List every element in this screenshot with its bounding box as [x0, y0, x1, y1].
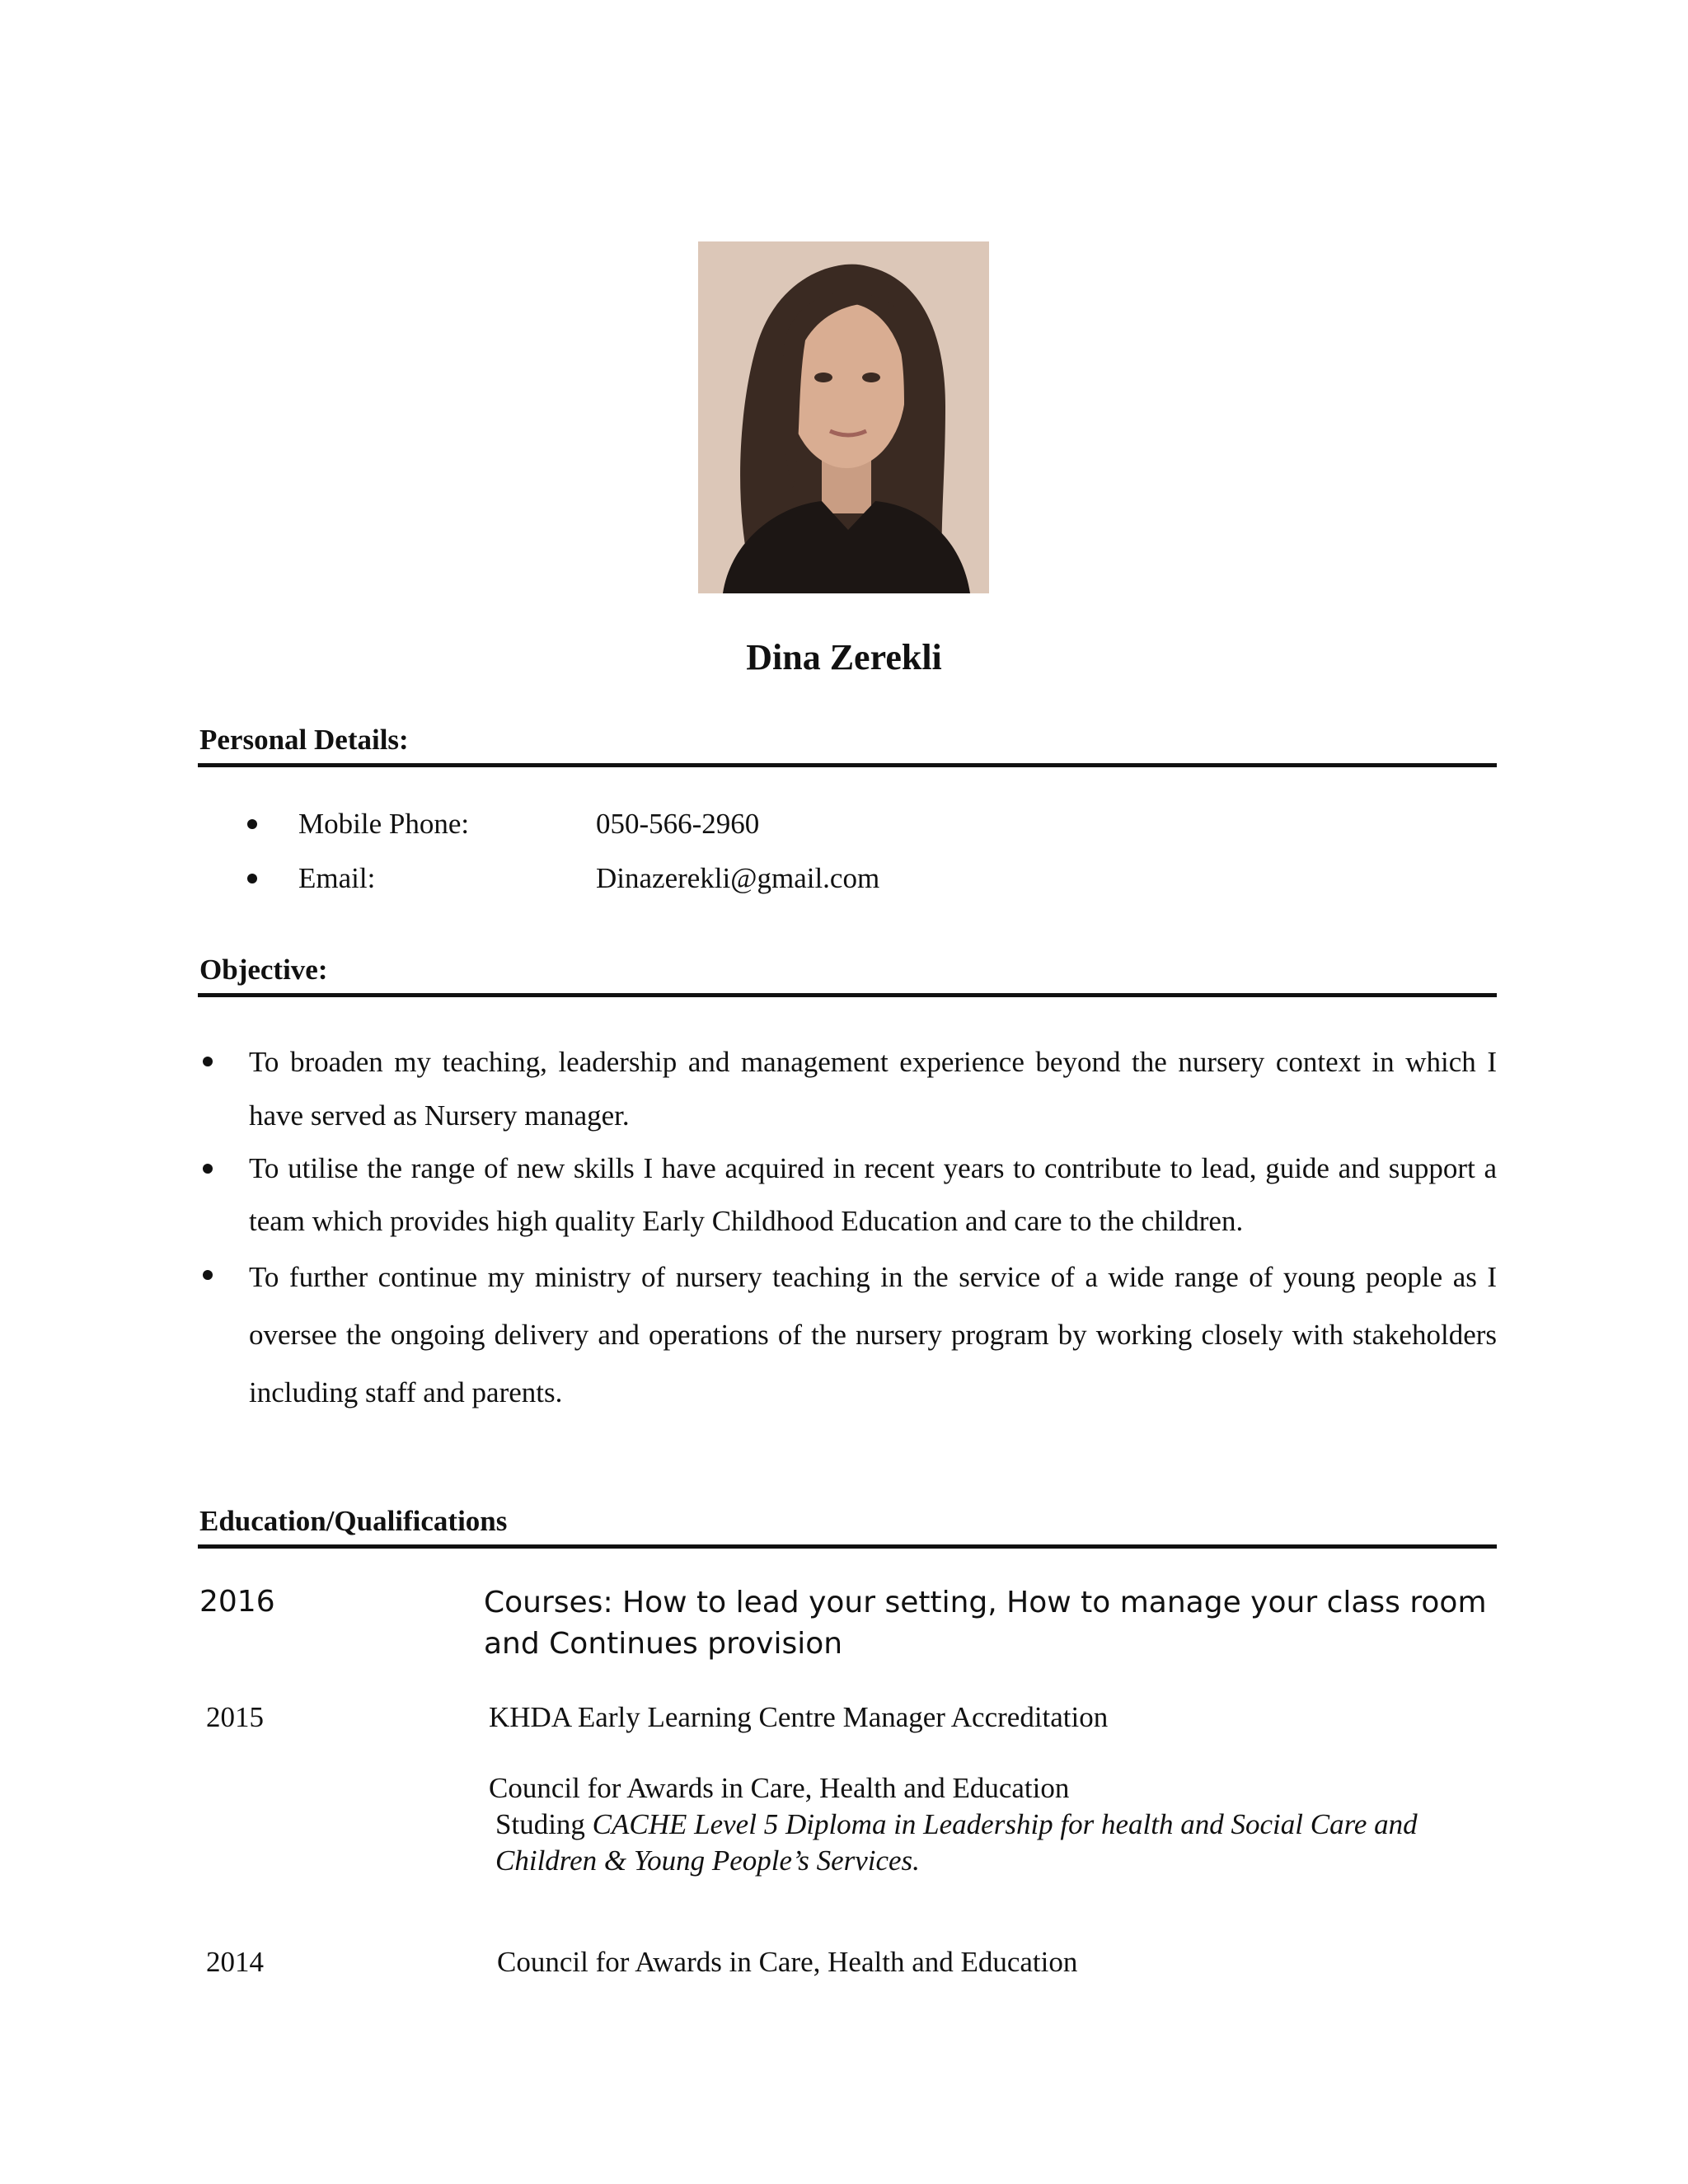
education-text: Courses: How to lead your setting, How to manage your class room and Continues provision [484, 1586, 1487, 1661]
section-divider [198, 1544, 1497, 1549]
bullet-icon [203, 1057, 213, 1066]
section-divider [198, 993, 1497, 997]
education-text: Council for Awards in Care, Health and Education [497, 1946, 1078, 1978]
section-divider [198, 763, 1497, 767]
portrait-image [698, 241, 989, 593]
mobile-label: Mobile Phone: [298, 808, 470, 840]
mobile-value: 050-566-2960 [596, 808, 760, 840]
bullet-icon [203, 1270, 213, 1280]
education-heading: Education/Qualifications [199, 1505, 508, 1537]
cache-diploma-title-cont: Children & Young People’s Services. [495, 1844, 920, 1877]
objective-heading: Objective: [199, 954, 328, 986]
email-value: Dinazerekli@gmail.com [596, 862, 880, 894]
cache-diploma-line [489, 1807, 1503, 1843]
bullet-icon [203, 1164, 213, 1174]
objective-text: To utilise the range of new skills I have acquired in recent years to contribute to lead, guide and support a team which provides high quality Early Childhood Education and care to the children. [249, 1152, 1497, 1237]
cache-diploma-title: CACHE Level 5 Diploma in Leadership for health and Social Care and [592, 1808, 1418, 1840]
education-year: 2014 [206, 1946, 264, 1978]
education-text: KHDA Early Learning Centre Manager Accreditation [489, 1701, 1109, 1733]
cache-awarding-body: Council for Awards in Care, Health and Education [489, 1772, 1070, 1804]
education-text [489, 1770, 1503, 1879]
personal-details-heading: Personal Details: [199, 724, 409, 756]
education-year: 2015 [206, 1701, 264, 1733]
objective-item [199, 1249, 1497, 1422]
studying-prefix: Studing [495, 1808, 585, 1840]
email-label: Email: [298, 862, 376, 894]
bullet-icon [247, 819, 257, 829]
objective-item [199, 1142, 1497, 1248]
bullet-icon [247, 874, 257, 883]
candidate-name: Dina Zerekli [746, 637, 942, 677]
education-year: 2016 [199, 1585, 275, 1619]
profile-photo [698, 241, 989, 593]
objective-item [199, 1035, 1497, 1142]
objective-text: To further continue my ministry of nursery teaching in the service of a wide range of young people as I oversee the ongoing delivery and operations of the nursery program by working closely with stakeholders including staff and parents. [249, 1261, 1497, 1408]
objective-text: To broaden my teaching, leadership and management experience beyond the nursery context in which I have served as Nursery manager. [249, 1046, 1497, 1132]
